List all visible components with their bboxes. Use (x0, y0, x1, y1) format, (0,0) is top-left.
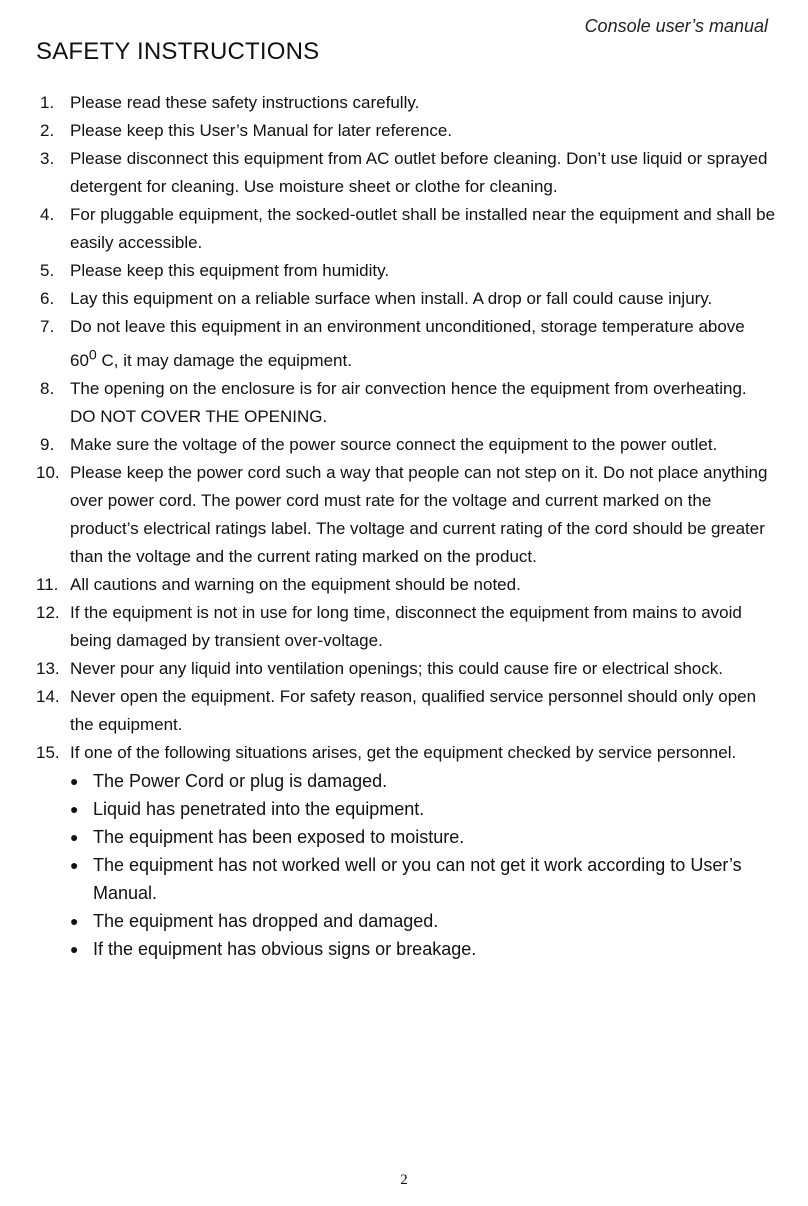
situation-text: Liquid has penetrated into the equipment. (93, 798, 425, 819)
instruction-text: Lay this equipment on a reliable surface when install. A drop or fall could cause injury. (70, 289, 713, 308)
instruction-text: All cautions and warning on the equipment should be noted. (70, 574, 521, 594)
instruction-text: Never pour any liquid into ventilation openings; this could cause fire or electrical shock. (70, 658, 723, 678)
situation-item (70, 823, 776, 851)
situation-text: The equipment has dropped and damaged. (93, 910, 439, 931)
safety-instructions-list (36, 89, 776, 963)
situation-list (70, 767, 776, 963)
situation-text: The equipment has been exposed to moisture. (93, 826, 465, 847)
instruction-number: 14. (36, 686, 60, 706)
situation-item (70, 935, 776, 963)
instruction-text (70, 317, 745, 370)
instruction-item (36, 599, 776, 655)
instruction-item (36, 285, 776, 313)
instruction-item (36, 201, 776, 257)
degree-superscript: 0 (88, 347, 97, 363)
instruction-text: Please disconnect this equipment from AC outlet before cleaning. Don’t use liquid or sprayed detergent for cleaning. Use moisture sheet or clothe for cleaning. (70, 149, 768, 196)
situation-item (70, 851, 776, 907)
instruction-number: 8. (40, 378, 55, 398)
instruction-text: Please keep this equipment from humidity. (70, 261, 390, 280)
instruction-text-after: C, it may damage the equipment. (96, 350, 352, 370)
instruction-number: 11. (36, 574, 59, 594)
instruction-number: 12. (36, 602, 60, 622)
situation-item (70, 907, 776, 935)
instruction-item (36, 431, 776, 459)
page-title: SAFETY INSTRUCTIONS (36, 38, 320, 65)
instruction-number: 1. (40, 93, 55, 112)
instruction-item (36, 89, 776, 117)
instruction-item (36, 655, 776, 683)
situation-text: The equipment has not worked well or you can not get it work according to User’s Manual. (93, 854, 742, 903)
instruction-number: 3. (40, 149, 55, 168)
instruction-item (36, 117, 776, 145)
instruction-text: Never open the equipment. For safety reason, qualified service personnel should only open the equipment. (70, 686, 757, 734)
instruction-text: For pluggable equipment, the socked-outlet shall be installed near the equipment and shall be easily accessible. (70, 205, 776, 252)
bullet-icon: ● (70, 800, 79, 817)
instruction-number: 5. (40, 261, 55, 280)
page-number: 2 (400, 1172, 408, 1188)
instruction-item (36, 571, 776, 599)
instruction-text-before: Do not leave this equipment in an environment unconditioned, storage temperature above 60 (70, 317, 745, 370)
instruction-number: 15. (36, 742, 60, 762)
instruction-item (36, 375, 776, 431)
instruction-text: Please keep this User’s Manual for later reference. (70, 121, 453, 140)
situation-item (70, 767, 776, 795)
situation-item (70, 795, 776, 823)
instruction-text: The opening on the enclosure is for air convection hence the equipment from overheating. DO NOT COVER THE OPENING. (70, 378, 747, 426)
instruction-number: 2. (40, 121, 55, 140)
instruction-item (36, 683, 776, 739)
instruction-number: 4. (40, 205, 55, 224)
bullet-icon: ● (70, 912, 79, 929)
bullet-icon: ● (70, 772, 79, 789)
instruction-number: 7. (40, 317, 55, 336)
instruction-number: 13. (36, 658, 60, 678)
situation-text: The Power Cord or plug is damaged. (93, 770, 388, 791)
instruction-text: Please read these safety instructions carefully. (70, 93, 420, 112)
instruction-text: Please keep the power cord such a way that people can not step on it. Do not place anything over power cord. The power cord must rate for the voltage and current marked on the product’s electrical ratings label. The voltage and current rating of the cord should be greater than the voltage and the current rating marked on the product. (70, 462, 768, 566)
instruction-number: 10. (36, 462, 60, 482)
instruction-item (36, 257, 776, 285)
instruction-text: If one of the following situations arises, get the equipment checked by service personnel. (70, 742, 737, 762)
manual-header: Console user’s manual (584, 16, 768, 36)
instruction-item (36, 459, 776, 571)
bullet-icon: ● (70, 828, 79, 845)
instruction-number: 9. (40, 434, 55, 454)
bullet-icon: ● (70, 856, 79, 873)
situation-text: If the equipment has obvious signs or breakage. (93, 938, 477, 959)
instruction-item (36, 739, 776, 963)
bullet-icon: ● (70, 940, 79, 957)
instruction-text: Make sure the voltage of the power source connect the equipment to the power outlet. (70, 434, 718, 454)
instruction-item (36, 145, 776, 201)
instruction-text: If the equipment is not in use for long time, disconnect the equipment from mains to avoid being damaged by transient over-voltage. (70, 602, 742, 650)
instruction-number: 6. (40, 289, 55, 308)
instruction-item (36, 313, 776, 375)
